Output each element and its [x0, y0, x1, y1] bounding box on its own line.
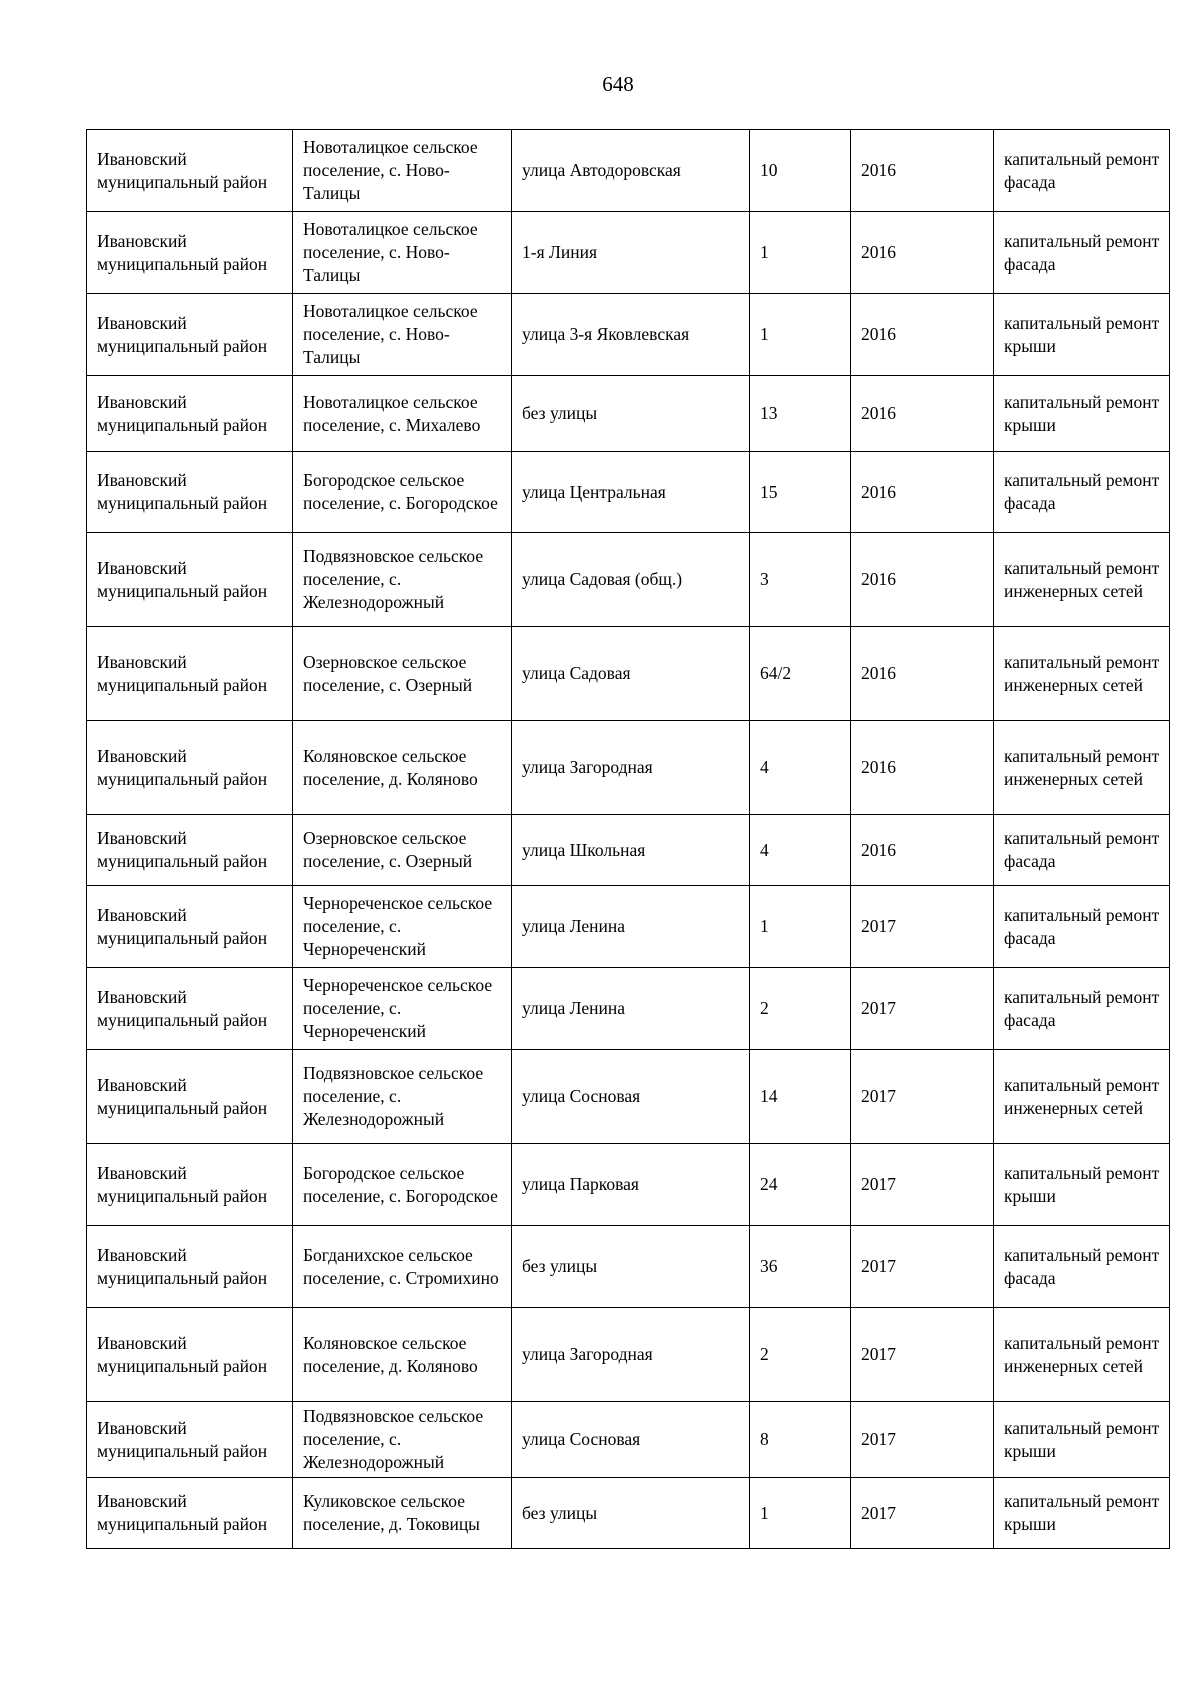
- table-row: [87, 533, 1170, 627]
- cell-settlement: Куликовское сельское поселение, д. Токовицы: [293, 1478, 512, 1549]
- cell-work: капитальный ремонт крыши: [994, 1144, 1170, 1226]
- cell-work: капитальный ремонт крыши: [994, 1478, 1170, 1549]
- cell-year: 2017: [851, 886, 994, 968]
- cell-year: 2017: [851, 1402, 994, 1478]
- cell-house: 8: [750, 1402, 851, 1478]
- cell-house: 15: [750, 452, 851, 533]
- cell-street: улица Центральная: [512, 452, 750, 533]
- table-row: [87, 1226, 1170, 1308]
- table-row: [87, 1478, 1170, 1549]
- cell-district: Ивановский муниципальный район: [87, 376, 293, 452]
- cell-district: Ивановский муниципальный район: [87, 533, 293, 627]
- cell-house: 14: [750, 1050, 851, 1144]
- cell-district: Ивановский муниципальный район: [87, 1144, 293, 1226]
- table-row: [87, 1050, 1170, 1144]
- cell-settlement: Коляновское сельское поселение, д. Коляново: [293, 721, 512, 815]
- table-row: [87, 968, 1170, 1050]
- cell-settlement: Богородское сельское поселение, с. Богородское: [293, 1144, 512, 1226]
- cell-year: 2016: [851, 294, 994, 376]
- cell-district: Ивановский муниципальный район: [87, 212, 293, 294]
- cell-district: Ивановский муниципальный район: [87, 1478, 293, 1549]
- cell-district: Ивановский муниципальный район: [87, 968, 293, 1050]
- cell-work: капитальный ремонт крыши: [994, 294, 1170, 376]
- table-row: [87, 627, 1170, 721]
- cell-street: улица Ленина: [512, 968, 750, 1050]
- cell-street: без улицы: [512, 376, 750, 452]
- cell-street: без улицы: [512, 1478, 750, 1549]
- cell-street: улица Загородная: [512, 1308, 750, 1402]
- cell-district: Ивановский муниципальный район: [87, 721, 293, 815]
- cell-district: Ивановский муниципальный район: [87, 886, 293, 968]
- cell-settlement: Новоталицкое сельское поселение, с. Ново-Талицы: [293, 212, 512, 294]
- cell-street: улица Парковая: [512, 1144, 750, 1226]
- table-row: [87, 212, 1170, 294]
- cell-settlement: Богданихское сельское поселение, с. Стромихино: [293, 1226, 512, 1308]
- cell-year: 2016: [851, 130, 994, 212]
- table-row: [87, 1402, 1170, 1478]
- cell-house: 4: [750, 815, 851, 886]
- cell-house: 10: [750, 130, 851, 212]
- cell-street: улица Автодоровская: [512, 130, 750, 212]
- cell-street: улица Садовая (общ.): [512, 533, 750, 627]
- cell-settlement: Подвязновское сельское поселение, с. Железнодорожный: [293, 533, 512, 627]
- table-row: [87, 452, 1170, 533]
- cell-work: капитальный ремонт инженерных сетей: [994, 533, 1170, 627]
- table-row: [87, 886, 1170, 968]
- cell-work: капитальный ремонт крыши: [994, 1402, 1170, 1478]
- repair-schedule-table: [86, 129, 1170, 1549]
- cell-settlement: Коляновское сельское поселение, д. Коляново: [293, 1308, 512, 1402]
- cell-work: капитальный ремонт фасада: [994, 886, 1170, 968]
- cell-settlement: Озерновское сельское поселение, с. Озерный: [293, 815, 512, 886]
- cell-district: Ивановский муниципальный район: [87, 1308, 293, 1402]
- cell-street: улица Загородная: [512, 721, 750, 815]
- cell-street: улица Садовая: [512, 627, 750, 721]
- cell-year: 2017: [851, 968, 994, 1050]
- cell-district: Ивановский муниципальный район: [87, 130, 293, 212]
- table-row: [87, 815, 1170, 886]
- cell-work: капитальный ремонт инженерных сетей: [994, 721, 1170, 815]
- cell-work: капитальный ремонт фасада: [994, 1226, 1170, 1308]
- cell-settlement: Подвязновское сельское поселение, с. Железнодорожный: [293, 1402, 512, 1478]
- cell-year: 2017: [851, 1144, 994, 1226]
- cell-year: 2016: [851, 533, 994, 627]
- cell-house: 24: [750, 1144, 851, 1226]
- cell-street: улица 3-я Яковлевская: [512, 294, 750, 376]
- cell-settlement: Новоталицкое сельское поселение, с. Михалево: [293, 376, 512, 452]
- table-row: [87, 294, 1170, 376]
- page-number: 648: [602, 72, 634, 96]
- cell-house: 1: [750, 1478, 851, 1549]
- table-row: [87, 721, 1170, 815]
- cell-street: улица Сосновая: [512, 1402, 750, 1478]
- table-row: [87, 1308, 1170, 1402]
- cell-work: капитальный ремонт фасада: [994, 968, 1170, 1050]
- cell-work: капитальный ремонт фасада: [994, 130, 1170, 212]
- cell-year: 2017: [851, 1478, 994, 1549]
- table-body: [87, 130, 1170, 1549]
- cell-settlement: Чернореченское сельское поселение, с. Чернореченский: [293, 968, 512, 1050]
- cell-house: 4: [750, 721, 851, 815]
- cell-district: Ивановский муниципальный район: [87, 815, 293, 886]
- cell-work: капитальный ремонт крыши: [994, 376, 1170, 452]
- table-row: [87, 1144, 1170, 1226]
- cell-district: Ивановский муниципальный район: [87, 627, 293, 721]
- cell-house: 2: [750, 968, 851, 1050]
- table-row: [87, 130, 1170, 212]
- cell-settlement: Подвязновское сельское поселение, с. Железнодорожный: [293, 1050, 512, 1144]
- cell-year: 2016: [851, 721, 994, 815]
- cell-street: улица Сосновая: [512, 1050, 750, 1144]
- cell-work: капитальный ремонт фасада: [994, 212, 1170, 294]
- cell-year: 2017: [851, 1308, 994, 1402]
- cell-district: Ивановский муниципальный район: [87, 1402, 293, 1478]
- cell-settlement: Чернореченское сельское поселение, с. Чернореченский: [293, 886, 512, 968]
- cell-year: 2016: [851, 627, 994, 721]
- cell-work: капитальный ремонт фасада: [994, 452, 1170, 533]
- cell-district: Ивановский муниципальный район: [87, 1050, 293, 1144]
- cell-house: 2: [750, 1308, 851, 1402]
- cell-house: 1: [750, 212, 851, 294]
- table-row: [87, 376, 1170, 452]
- cell-settlement: Озерновское сельское поселение, с. Озерный: [293, 627, 512, 721]
- cell-house: 1: [750, 294, 851, 376]
- cell-year: 2016: [851, 815, 994, 886]
- cell-year: 2017: [851, 1050, 994, 1144]
- cell-year: 2016: [851, 212, 994, 294]
- cell-work: капитальный ремонт инженерных сетей: [994, 1050, 1170, 1144]
- cell-year: 2016: [851, 452, 994, 533]
- cell-district: Ивановский муниципальный район: [87, 294, 293, 376]
- cell-work: капитальный ремонт инженерных сетей: [994, 627, 1170, 721]
- cell-house: 1: [750, 886, 851, 968]
- cell-street: улица Ленина: [512, 886, 750, 968]
- cell-district: Ивановский муниципальный район: [87, 452, 293, 533]
- cell-street: без улицы: [512, 1226, 750, 1308]
- cell-work: капитальный ремонт фасада: [994, 815, 1170, 886]
- cell-house: 13: [750, 376, 851, 452]
- cell-year: 2017: [851, 1226, 994, 1308]
- cell-settlement: Новоталицкое сельское поселение, с. Ново-Талицы: [293, 294, 512, 376]
- cell-year: 2016: [851, 376, 994, 452]
- cell-street: 1-я Линия: [512, 212, 750, 294]
- cell-district: Ивановский муниципальный район: [87, 1226, 293, 1308]
- cell-settlement: Богородское сельское поселение, с. Богородское: [293, 452, 512, 533]
- cell-settlement: Новоталицкое сельское поселение, с. Ново-Талицы: [293, 130, 512, 212]
- cell-house: 3: [750, 533, 851, 627]
- cell-house: 64/2: [750, 627, 851, 721]
- cell-work: капитальный ремонт инженерных сетей: [994, 1308, 1170, 1402]
- cell-street: улица Школьная: [512, 815, 750, 886]
- cell-house: 36: [750, 1226, 851, 1308]
